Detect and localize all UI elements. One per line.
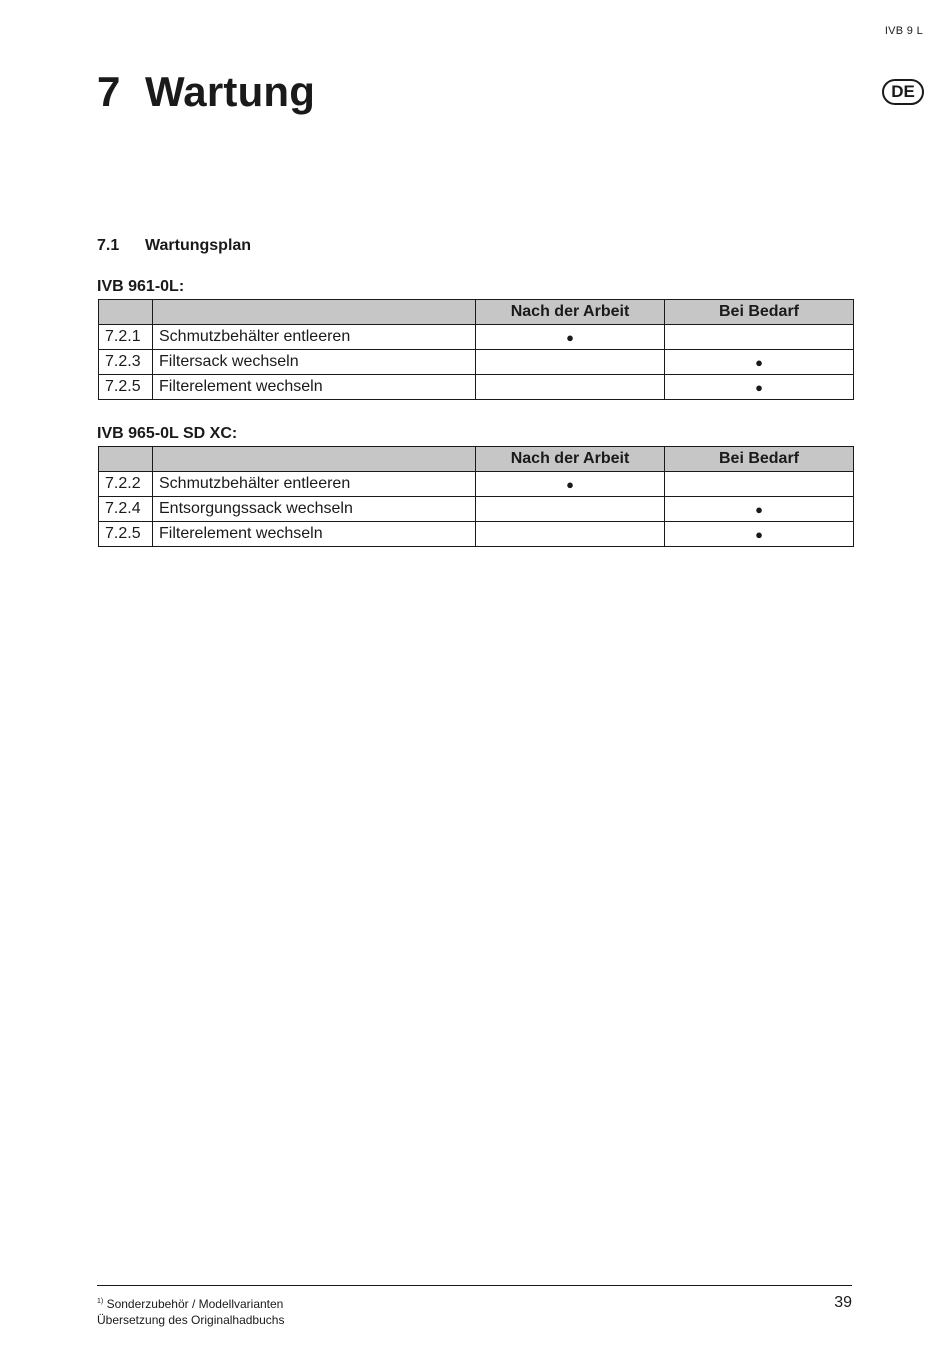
chapter-title-text: Wartung bbox=[145, 68, 316, 115]
footnote-marker: 1) bbox=[97, 1298, 104, 1305]
as-needed-bullet: ● bbox=[665, 522, 854, 547]
chapter-title bbox=[97, 66, 315, 118]
table-header-row bbox=[99, 300, 854, 325]
column-header-after-work: Nach der Arbeit bbox=[476, 447, 665, 472]
as-needed-bullet bbox=[665, 472, 854, 497]
after-work-bullet bbox=[476, 497, 665, 522]
row-ref: 7.2.3 bbox=[99, 350, 153, 375]
row-ref: 7.2.2 bbox=[99, 472, 153, 497]
chapter-number: 7 bbox=[97, 68, 121, 115]
row-ref: 7.2.5 bbox=[99, 522, 153, 547]
column-header-as-needed: Bei Bedarf bbox=[665, 300, 854, 325]
row-task: Schmutzbehälter entleeren bbox=[153, 325, 476, 350]
footnote-line bbox=[97, 1294, 284, 1312]
table-row bbox=[99, 522, 854, 547]
table-header-row bbox=[99, 447, 854, 472]
after-work-bullet: ● bbox=[476, 325, 665, 350]
column-header-after-work: Nach der Arbeit bbox=[476, 300, 665, 325]
table-row bbox=[99, 325, 854, 350]
row-task: Filterelement wechseln bbox=[153, 522, 476, 547]
after-work-bullet bbox=[476, 375, 665, 400]
row-task: Filterelement wechseln bbox=[153, 375, 476, 400]
row-task: Entsorgungssack wechseln bbox=[153, 497, 476, 522]
model-code: IVB 9 L bbox=[884, 25, 923, 37]
section-number: 7.1 bbox=[97, 237, 120, 254]
after-work-bullet: ● bbox=[476, 472, 665, 497]
as-needed-bullet: ● bbox=[665, 350, 854, 375]
row-ref: 7.2.5 bbox=[99, 375, 153, 400]
table-row bbox=[99, 497, 854, 522]
footer-divider bbox=[97, 1285, 852, 1286]
row-task: Schmutzbehälter entleeren bbox=[153, 472, 476, 497]
row-ref: 7.2.4 bbox=[99, 497, 153, 522]
row-ref: 7.2.1 bbox=[99, 325, 153, 350]
maintenance-table-ivb-961 bbox=[98, 299, 854, 400]
column-header-task bbox=[153, 300, 476, 325]
as-needed-bullet: ● bbox=[665, 375, 854, 400]
table-row bbox=[99, 350, 854, 375]
column-header-task bbox=[153, 447, 476, 472]
table-row bbox=[99, 375, 854, 400]
maintenance-table-ivb-965 bbox=[98, 446, 854, 547]
translation-note: Übersetzung des Originalhadbuchs bbox=[97, 1313, 285, 1327]
table-row bbox=[99, 472, 854, 497]
footer-notes bbox=[97, 1294, 284, 1328]
column-header-ref bbox=[99, 300, 153, 325]
model-heading-ivb-961: IVB 961-0L: bbox=[97, 278, 185, 295]
model-heading-ivb-965: IVB 965-0L SD XC: bbox=[97, 425, 238, 442]
as-needed-bullet bbox=[665, 325, 854, 350]
section-title-text: Wartungsplan bbox=[145, 237, 252, 254]
after-work-bullet bbox=[476, 350, 665, 375]
column-header-ref bbox=[99, 447, 153, 472]
column-header-as-needed: Bei Bedarf bbox=[665, 447, 854, 472]
section-heading bbox=[97, 236, 251, 256]
footnote-text: Sonderzubehör / Modellvarianten bbox=[106, 1297, 284, 1311]
as-needed-bullet: ● bbox=[665, 497, 854, 522]
language-badge: DE bbox=[882, 79, 924, 105]
row-task: Filtersack wechseln bbox=[153, 350, 476, 375]
page-number: 39 bbox=[834, 1294, 852, 1311]
after-work-bullet bbox=[476, 522, 665, 547]
